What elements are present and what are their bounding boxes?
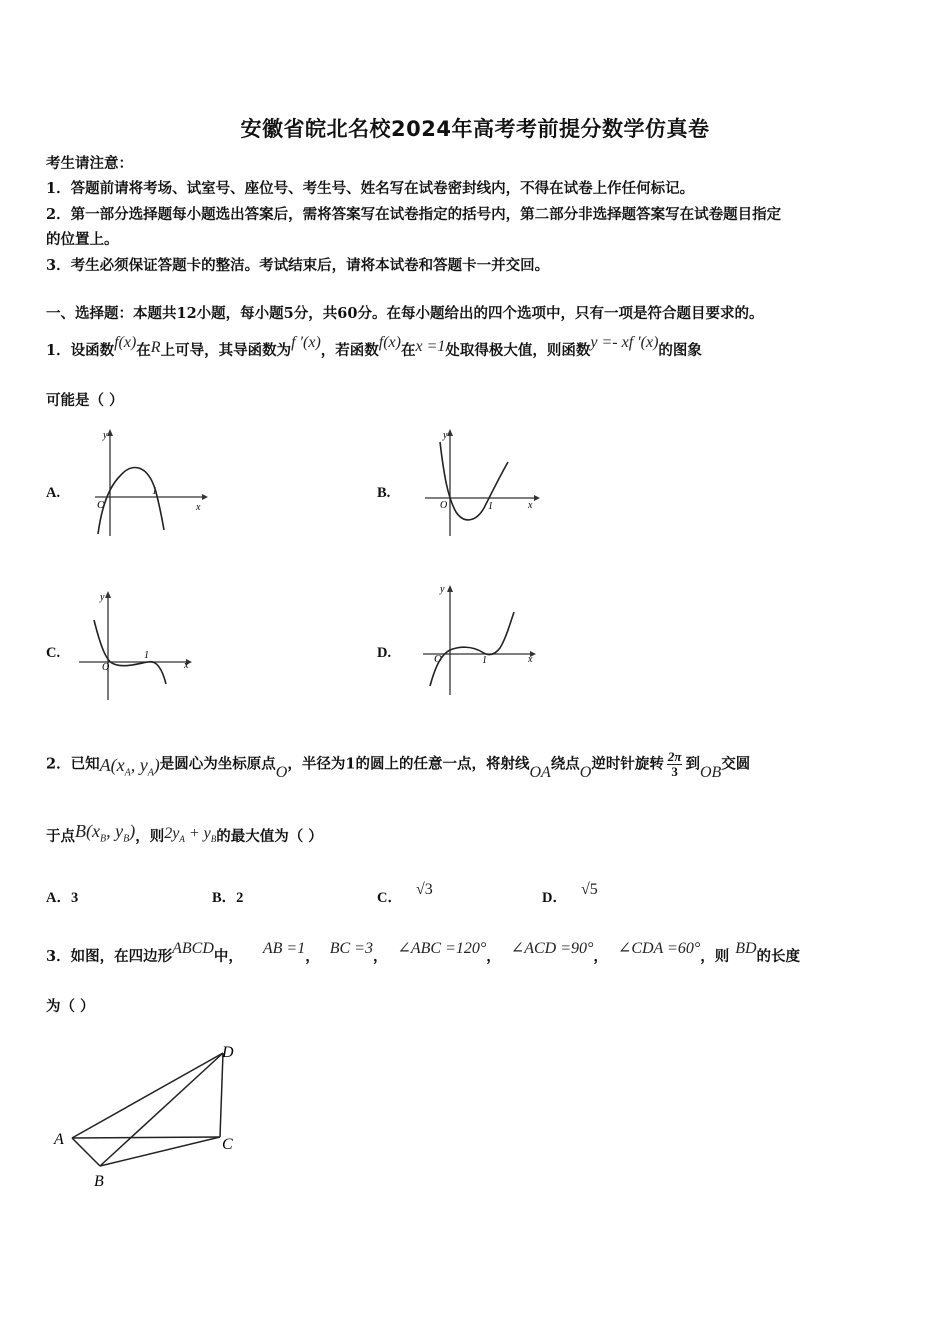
x-label: x [528, 500, 533, 511]
y-axis-arrow [447, 585, 453, 592]
section-heading: 一、选择题：本题共12小题，每小题5分，共60分。在每小题给出的四个选项中，只有一项是符合题目要求的。 [46, 305, 764, 322]
q2-option-c[interactable]: C． √3 [377, 881, 433, 906]
q3-math-AB: AB =1 [262, 940, 306, 957]
x-label: x [196, 502, 201, 513]
curve [94, 620, 166, 684]
q1-math-y: y =- xf ′(x) [590, 334, 659, 351]
q1-math-x1: x =1 [415, 338, 446, 355]
q2-text: 是圆心为坐标原点 [159, 755, 276, 773]
q1-text: 的图象 [658, 342, 702, 359]
segment-AD [72, 1053, 223, 1138]
page-title: 安徽省皖北名校2024年高考考前提分数学仿真卷 [240, 117, 710, 141]
q3-math-angle-ACD: ∠ACD =90° [510, 940, 594, 957]
one-label: 1 [152, 486, 157, 497]
q3-text: ，则 [700, 948, 730, 965]
q3-comma: ， [305, 948, 320, 965]
q2-text: 逆时针旋转 [591, 755, 664, 773]
q3-math-BD: BD [735, 940, 757, 957]
y-axis-arrow [447, 429, 453, 436]
q3-math-angle-CDA: ∠CDA =60° [617, 940, 701, 957]
origin-label: O [434, 653, 442, 665]
y-label: y [440, 584, 445, 595]
notice-item-2-cont: 的位置上。 [46, 231, 119, 248]
q2-text: 于点 [46, 828, 75, 845]
q1-text: 上可导，其导函数为 [160, 342, 292, 359]
y-label: y [103, 430, 108, 441]
q2-math-OA: OA [529, 763, 551, 781]
x-axis-arrow [534, 495, 540, 501]
q1-line2: 可能是（ ） [46, 392, 124, 409]
notice-item-1: 1．答题前请将考场、试室号、座位号、考生号、姓名写在试卷密封线内，不得在试卷上作任何标记。 [46, 180, 695, 197]
q2-line2 [46, 821, 323, 849]
q1-option-b-graph[interactable] [420, 426, 542, 540]
notice-item-2: 2．第一部分选择题每小题选出答案后，需将答案写在试卷指定的括号内，第二部分非选择题答案写在试卷题目指定 [46, 206, 782, 223]
one-label: 1 [488, 501, 493, 512]
q2-text: 2．已知 [46, 755, 100, 773]
q1-option-a-label[interactable]: A. [46, 485, 61, 501]
segment-CD [220, 1053, 223, 1137]
q2-math-expr: $2y_A + y_B$ [164, 825, 217, 845]
q3-figure [48, 1036, 248, 1192]
y-axis-arrow [107, 429, 113, 436]
q2-text: 绕点 [550, 755, 580, 773]
x-label: x [184, 660, 189, 671]
q1-option-c-graph[interactable] [74, 588, 196, 702]
q2-math-O: O [275, 763, 288, 781]
q1-text: ，若函数 [320, 342, 379, 359]
q2-math-OB: OB [699, 763, 722, 781]
q1-option-c-label[interactable]: C. [46, 645, 61, 661]
q1-option-d-label[interactable]: D. [377, 645, 392, 661]
q2-text: 交圆 [721, 755, 751, 773]
q1-text: 1．设函数 [46, 342, 115, 359]
q2-option-b[interactable]: B．2 [212, 890, 244, 906]
label-B: B [94, 1173, 104, 1190]
q2-option-d[interactable]: D． √5 [542, 881, 598, 906]
y-label: y [100, 592, 105, 603]
curve [98, 468, 164, 534]
q1-option-b-label[interactable]: B. [377, 485, 391, 501]
q3-text: 的长度 [756, 948, 801, 965]
q1-math-fx2: f(x) [378, 334, 401, 351]
q1-option-a-graph[interactable] [90, 426, 210, 540]
q3-text: 3．如图，在四边形 [46, 948, 173, 965]
origin-label: O [440, 500, 448, 511]
q2-text: 到 [685, 755, 700, 773]
q2-math-B: $B(x_B$, $y_B$) [75, 821, 136, 845]
origin-label: O [97, 499, 105, 511]
q2-math-O2: O [579, 763, 592, 781]
x-label: x [528, 654, 533, 665]
q3-line2: 为（ ） [46, 998, 95, 1015]
one-label: 1 [144, 650, 149, 661]
q3-comma: ， [372, 948, 388, 965]
q2-math-A: $A(x_A$, $y_A$) [99, 754, 160, 779]
x-axis-arrow [202, 494, 208, 500]
q1-option-d-graph[interactable] [418, 580, 540, 700]
segment-AB [72, 1138, 100, 1166]
q3-math-ABCD: ABCD [172, 940, 214, 957]
q1-text: 在 [136, 342, 151, 359]
origin-label: O [102, 662, 110, 673]
q2-text: ，则 [135, 828, 165, 845]
y-axis-arrow [105, 591, 111, 598]
q1-math-R: R [150, 339, 161, 356]
q2-option-a[interactable]: A．3 [46, 890, 79, 906]
q2-line1 [46, 750, 750, 779]
q1-text: 处取得极大值，则函数 [445, 342, 591, 359]
q1-line1 [46, 334, 702, 360]
q2-text: 的最大值为（ ） [216, 828, 323, 845]
q1-math-fpx: f ′(x) [291, 334, 321, 351]
notice-item-3: 3．考生必须保证答题卡的整洁。考试结束后，请将本试卷和答题卡一并交回。 [46, 257, 550, 274]
segment-AC [72, 1137, 220, 1138]
y-label: y [443, 430, 448, 441]
segment-BD [100, 1053, 223, 1166]
segment-BC [100, 1137, 220, 1166]
notice-heading: 考生请注意： [46, 155, 133, 172]
q2-fraction: $\frac{2\pi}{3}$ [667, 749, 682, 779]
q1-text: 在 [400, 342, 416, 359]
label-A: A [54, 1131, 64, 1148]
curve [430, 612, 514, 686]
q3-comma: ， [486, 948, 501, 965]
label-C: C [222, 1136, 233, 1153]
one-label: 1 [482, 655, 487, 666]
label-D: D [222, 1044, 234, 1061]
q3-text: 中， [213, 948, 243, 965]
q3-comma: ， [593, 948, 608, 965]
q3-math-angle-ABC: ∠ABC =120° [397, 940, 487, 957]
q1-math-fx: f(x) [114, 334, 137, 351]
q3-math-BC: BC =3 [329, 940, 373, 957]
q3-line1 [46, 940, 801, 966]
q2-text: ，半径为1的圆上的任意一点，将射线 [287, 755, 530, 773]
